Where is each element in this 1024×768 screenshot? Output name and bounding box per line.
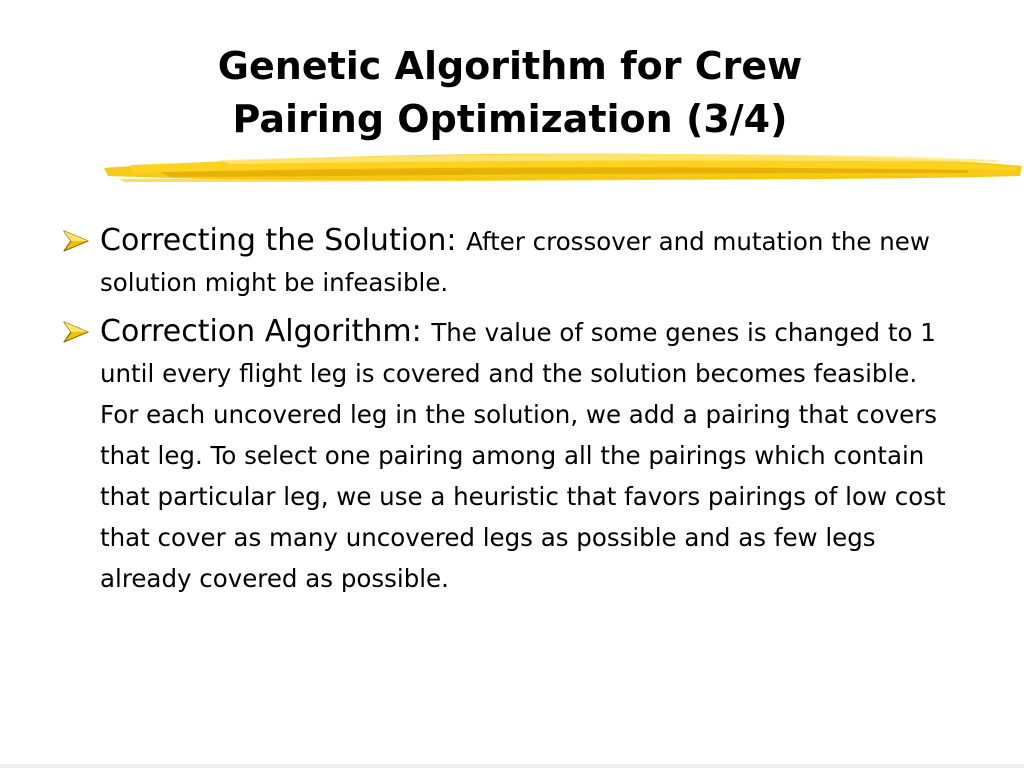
- arrowhead-bullet-icon: [62, 229, 90, 253]
- slide-bottom-rule: [0, 764, 1024, 768]
- bullet-correcting-solution: [62, 221, 962, 303]
- slide-title: [60, 40, 960, 146]
- title-underline-brush: [100, 146, 1024, 186]
- bullet-lead: Correction Algorithm:: [100, 314, 432, 349]
- title-line-2: Pairing Optimization (3/4): [232, 97, 788, 141]
- bullet-text: The value of some genes is changed to 1 until every flight leg is covered and the solution becomes feasible. For each uncovered leg in the solution, we add a pairing that covers that leg. To select one pairing among all the pairings which contain that particular leg, we use a heuristic that favors pairings of low cost that cover as many uncovered legs as possible and as few legs already covered as possible.: [100, 318, 946, 593]
- bullet-list: [62, 221, 962, 608]
- bullet-text: After crossover and mutation the new solution might be infeasible.: [100, 227, 930, 297]
- arrowhead-bullet-icon: [62, 320, 90, 344]
- title-line-1: Genetic Algorithm for Crew: [217, 44, 803, 88]
- bullet-lead: Correcting the Solution:: [100, 223, 467, 258]
- bullet-correction-algorithm: [62, 312, 962, 599]
